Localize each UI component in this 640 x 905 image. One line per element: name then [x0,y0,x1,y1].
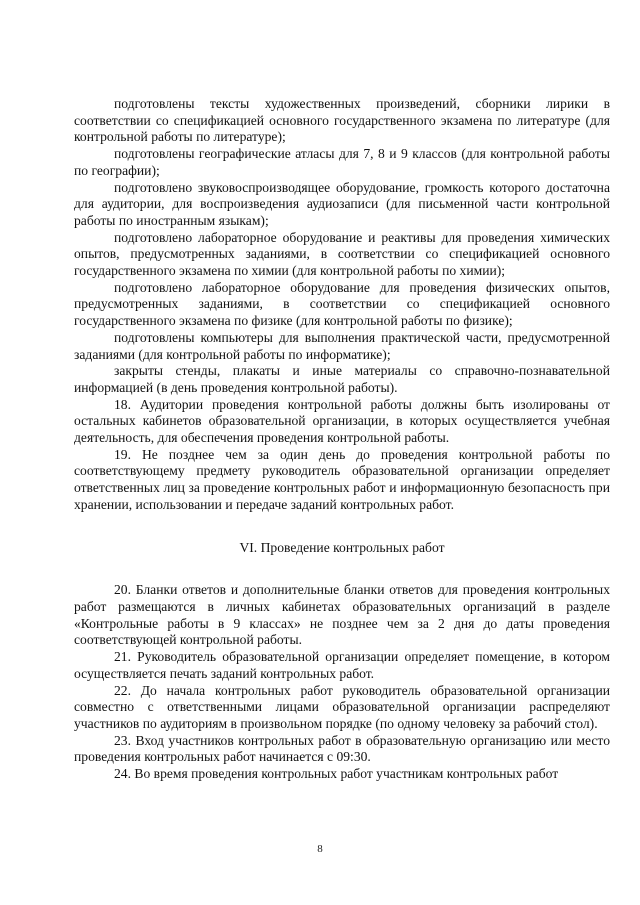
paragraph-stands: закрыты стенды, плакаты и иные материалы со справочно-познавательной информацией (в день проведения контрольной работы). [74,363,610,395]
paragraph-22: 22. До начала контрольных работ руководитель образовательной организации совместно с ответственными лицами образовательной организации распределяют участников по аудиториям в произвольном порядке (по одному человеку за рабочий стол). [74,682,610,731]
document-body [74,96,610,783]
paragraph-chemistry: подготовлено лабораторное оборудование и реактивы для проведения химических опытов, предусмотренных заданиями, в соответствии со спецификацией основного государственного экзамена по химии (для контрольной работы по химии); [74,229,610,279]
paragraph-23: 23. Вход участников контрольных работ в образовательную организацию или место проведения контрольных работ начинается с 09:30. [74,732,610,765]
paragraph-physics: подготовлено лабораторное оборудование для проведения физических опытов, предусмотренных заданиями, в соответствии со спецификацией основного государственного экзамена по физике (для контрольной работы по физике); [74,279,610,329]
paragraph-20: 20. Бланки ответов и дополнительные бланки ответов для проведения контрольных работ размещаются в личных кабинетах образовательных организаций в разделе «Контрольные работы в 9 классах» не позднее чем за 2 дня до даты проведения соответствующей контрольной работы. [74,582,610,648]
paragraph-18: 18. Аудитории проведения контрольной работы должны быть изолированы от остальных кабинетов образовательной организации, в которых осуществляется учебная деятельность, для обеспечения проведения контрольной работы. [74,396,610,446]
paragraph-geography: подготовлены географические атласы для 7, 8 и 9 классов (для контрольной работы по географии); [74,146,610,178]
paragraph-24: 24. Во время проведения контрольных работ участникам контрольных работ [114,766,559,782]
section-title: VI. Проведение контрольных работ [239,539,445,555]
paragraph-19: 19. Не позднее чем за один день до проведения контрольной работы по соответствующему предмету руководитель образовательной организации определяет ответственных лиц за проведение контрольных работ и информационную безопасность при хранении, использовании и передаче заданий контрольных работ. [74,446,610,512]
page-number: 8 [317,843,323,855]
paragraph-literature: подготовлены тексты художественных произведений, сборники лирики в соответствии со спецификацией основного государственного экзамена по литературе (для контрольной работы по литературе); [74,96,610,145]
paragraph-21: 21. Руководитель образовательной организации определяет помещение, в котором осуществляется печать заданий контрольных работ. [74,649,610,681]
paragraph-informatics: подготовлены компьютеры для выполнения практической части, предусмотренной заданиями (для контрольной работы по информатике); [74,329,610,362]
paragraph-audio: подготовлено звуковоспроизводящее оборудование, громкость которого достаточна для аудитории, для воспроизведения аудиозаписи (для письменной части контрольной работы по иностранным языкам); [74,179,610,228]
